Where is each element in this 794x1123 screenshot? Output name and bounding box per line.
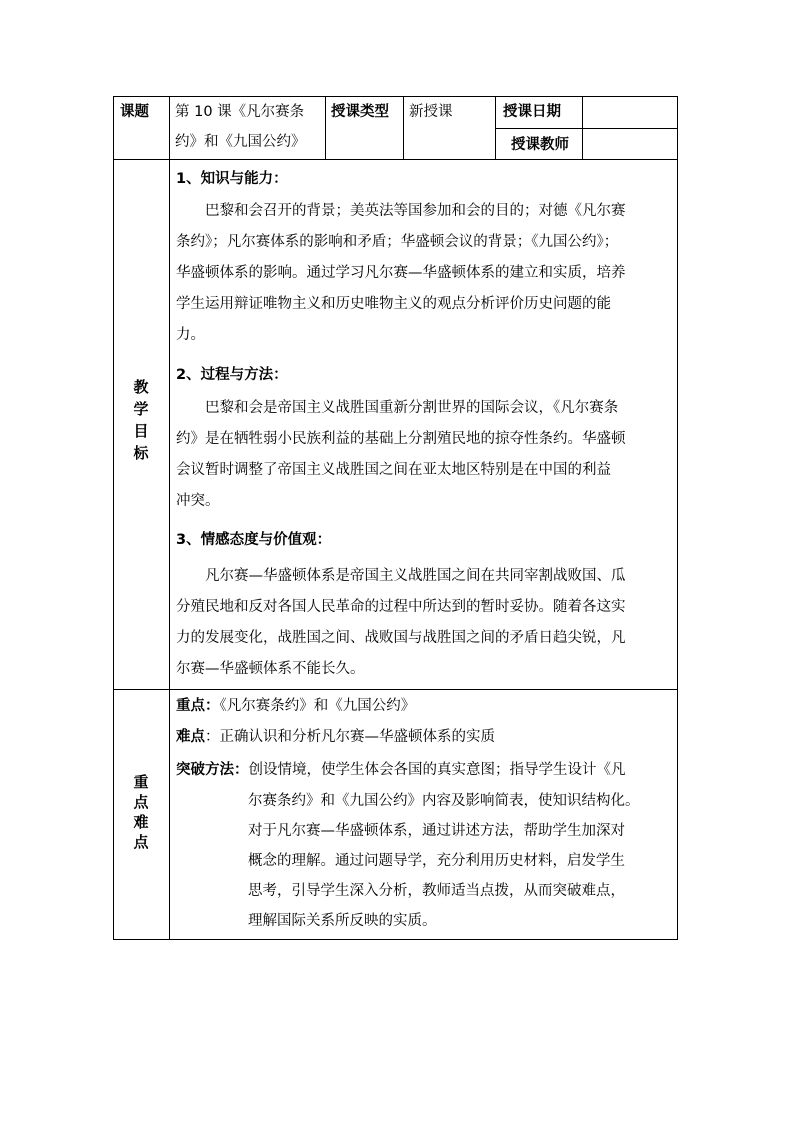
- objectives-side-label: [131, 376, 151, 464]
- side-char: 难: [133, 813, 149, 831]
- table-border-right: [677, 96, 678, 940]
- method-line: 理解国际关系所反映的实质。: [248, 913, 437, 929]
- label-lesson-teacher: 授课教师: [511, 137, 569, 153]
- method-first-line: [176, 760, 626, 780]
- key-point-text: 《凡尔赛条约》和《九国公约》: [219, 698, 416, 714]
- paragraph-line: 尔赛—华盛顿体系不能长久。: [176, 661, 365, 677]
- paragraph-line: 巴黎和会召开的背景；美英法等国参加和会的目的；对德《凡尔赛: [205, 203, 626, 219]
- method-line: 概念的理解。通过问题导学，充分利用历史材料，启发学生: [248, 853, 625, 869]
- side-char: 标: [133, 444, 149, 462]
- side-char: 学: [133, 400, 149, 418]
- side-char: 教: [133, 378, 149, 396]
- paragraph-line: 约》是在牺牲弱小民族利益的基础上分割殖民地的掠夺性条约。华盛顿: [176, 431, 626, 447]
- paragraph-line: 冲突。: [176, 493, 220, 509]
- header-mid-line: [495, 128, 678, 129]
- label-lesson-type: 授课类型: [331, 104, 389, 120]
- paragraph-line: 凡尔赛—华盛顿体系是帝国主义战胜国之间在共同宰割战败国、瓜: [205, 568, 626, 584]
- method-text: 创设情境，使学生体会各国的真实意图；指导学生设计《凡: [248, 762, 626, 778]
- table-border-left: [113, 96, 114, 940]
- label-lesson-date: 授课日期: [503, 104, 561, 120]
- lesson-type-value: 新授课: [409, 104, 453, 120]
- method-line: 尔赛条约》和《九国公约》内容及影响简表，使知识结构化。: [248, 793, 640, 809]
- header-col-2: [325, 96, 326, 160]
- key-point-line: [176, 696, 415, 716]
- header-row-bottom: [113, 159, 678, 160]
- header-col-1: [169, 96, 170, 940]
- difficulty-line: [176, 727, 495, 747]
- topic-line-1: 第 10 课《凡尔赛条: [175, 104, 305, 120]
- side-char: 重: [133, 773, 149, 791]
- section-knowledge-body: [176, 196, 674, 351]
- paragraph-line: 力。: [176, 327, 205, 343]
- objectives-row-bottom: [113, 689, 678, 690]
- header-col-3: [403, 96, 404, 160]
- paragraph-line: 学生运用辩证唯物主义和历史唯物主义的观点分析评价历史问题的能: [176, 296, 611, 312]
- side-char: 点: [133, 833, 149, 851]
- key-point-label: 重点：: [176, 698, 220, 714]
- section-process-title: 2、过程与方法：: [176, 367, 288, 383]
- side-char: 点: [133, 793, 149, 811]
- paragraph-line: 会议暂时调整了帝国主义战胜国之间在亚太地区特别是在中国的利益: [176, 462, 611, 478]
- section-knowledge-title: 1、知识与能力：: [176, 171, 288, 187]
- label-topic: 课题: [120, 104, 149, 120]
- paragraph-line: 条约》；凡尔赛体系的影响和矛盾；华盛顿会议的背景；《九国公约》；: [176, 234, 619, 250]
- paragraph-line: 力的发展变化，战胜国之间、战败国与战胜国之间的矛盾日趋尖锐，凡: [176, 630, 626, 646]
- method-body: [248, 786, 674, 936]
- method-line: 思考，引导学生深入分析，教师适当点拨，从而突破难点，: [248, 883, 625, 899]
- difficulty-label: 难点: [176, 729, 205, 745]
- table-border-top: [113, 96, 678, 97]
- section-values-title: 3、情感态度与价值观：: [176, 532, 332, 548]
- section-process-body: [176, 393, 674, 517]
- side-char: 目: [133, 422, 149, 440]
- table-border-bottom: [113, 939, 678, 940]
- method-line: 对于凡尔赛—华盛顿体系，通过讲述方法，帮助学生加深对: [248, 823, 625, 839]
- difficulty-text: ：正确认识和分析凡尔赛—华盛顿体系的实质: [205, 729, 495, 745]
- method-label: 突破方法：: [176, 762, 249, 778]
- paragraph-line: 巴黎和会是帝国主义战胜国重新分割世界的国际会议，《凡尔赛条: [205, 400, 619, 416]
- section-values-body: [176, 561, 674, 685]
- keypoints-side-label: [131, 772, 151, 852]
- topic-line-2: 约》和《九国公约》: [175, 134, 306, 150]
- paragraph-line: 华盛顿体系的影响。通过学习凡尔赛—华盛顿体系的建立和实质，培养: [176, 265, 626, 281]
- paragraph-line: 分殖民地和反对各国人民革命的过程中所达到的暂时妥协。随着各这实: [176, 599, 626, 615]
